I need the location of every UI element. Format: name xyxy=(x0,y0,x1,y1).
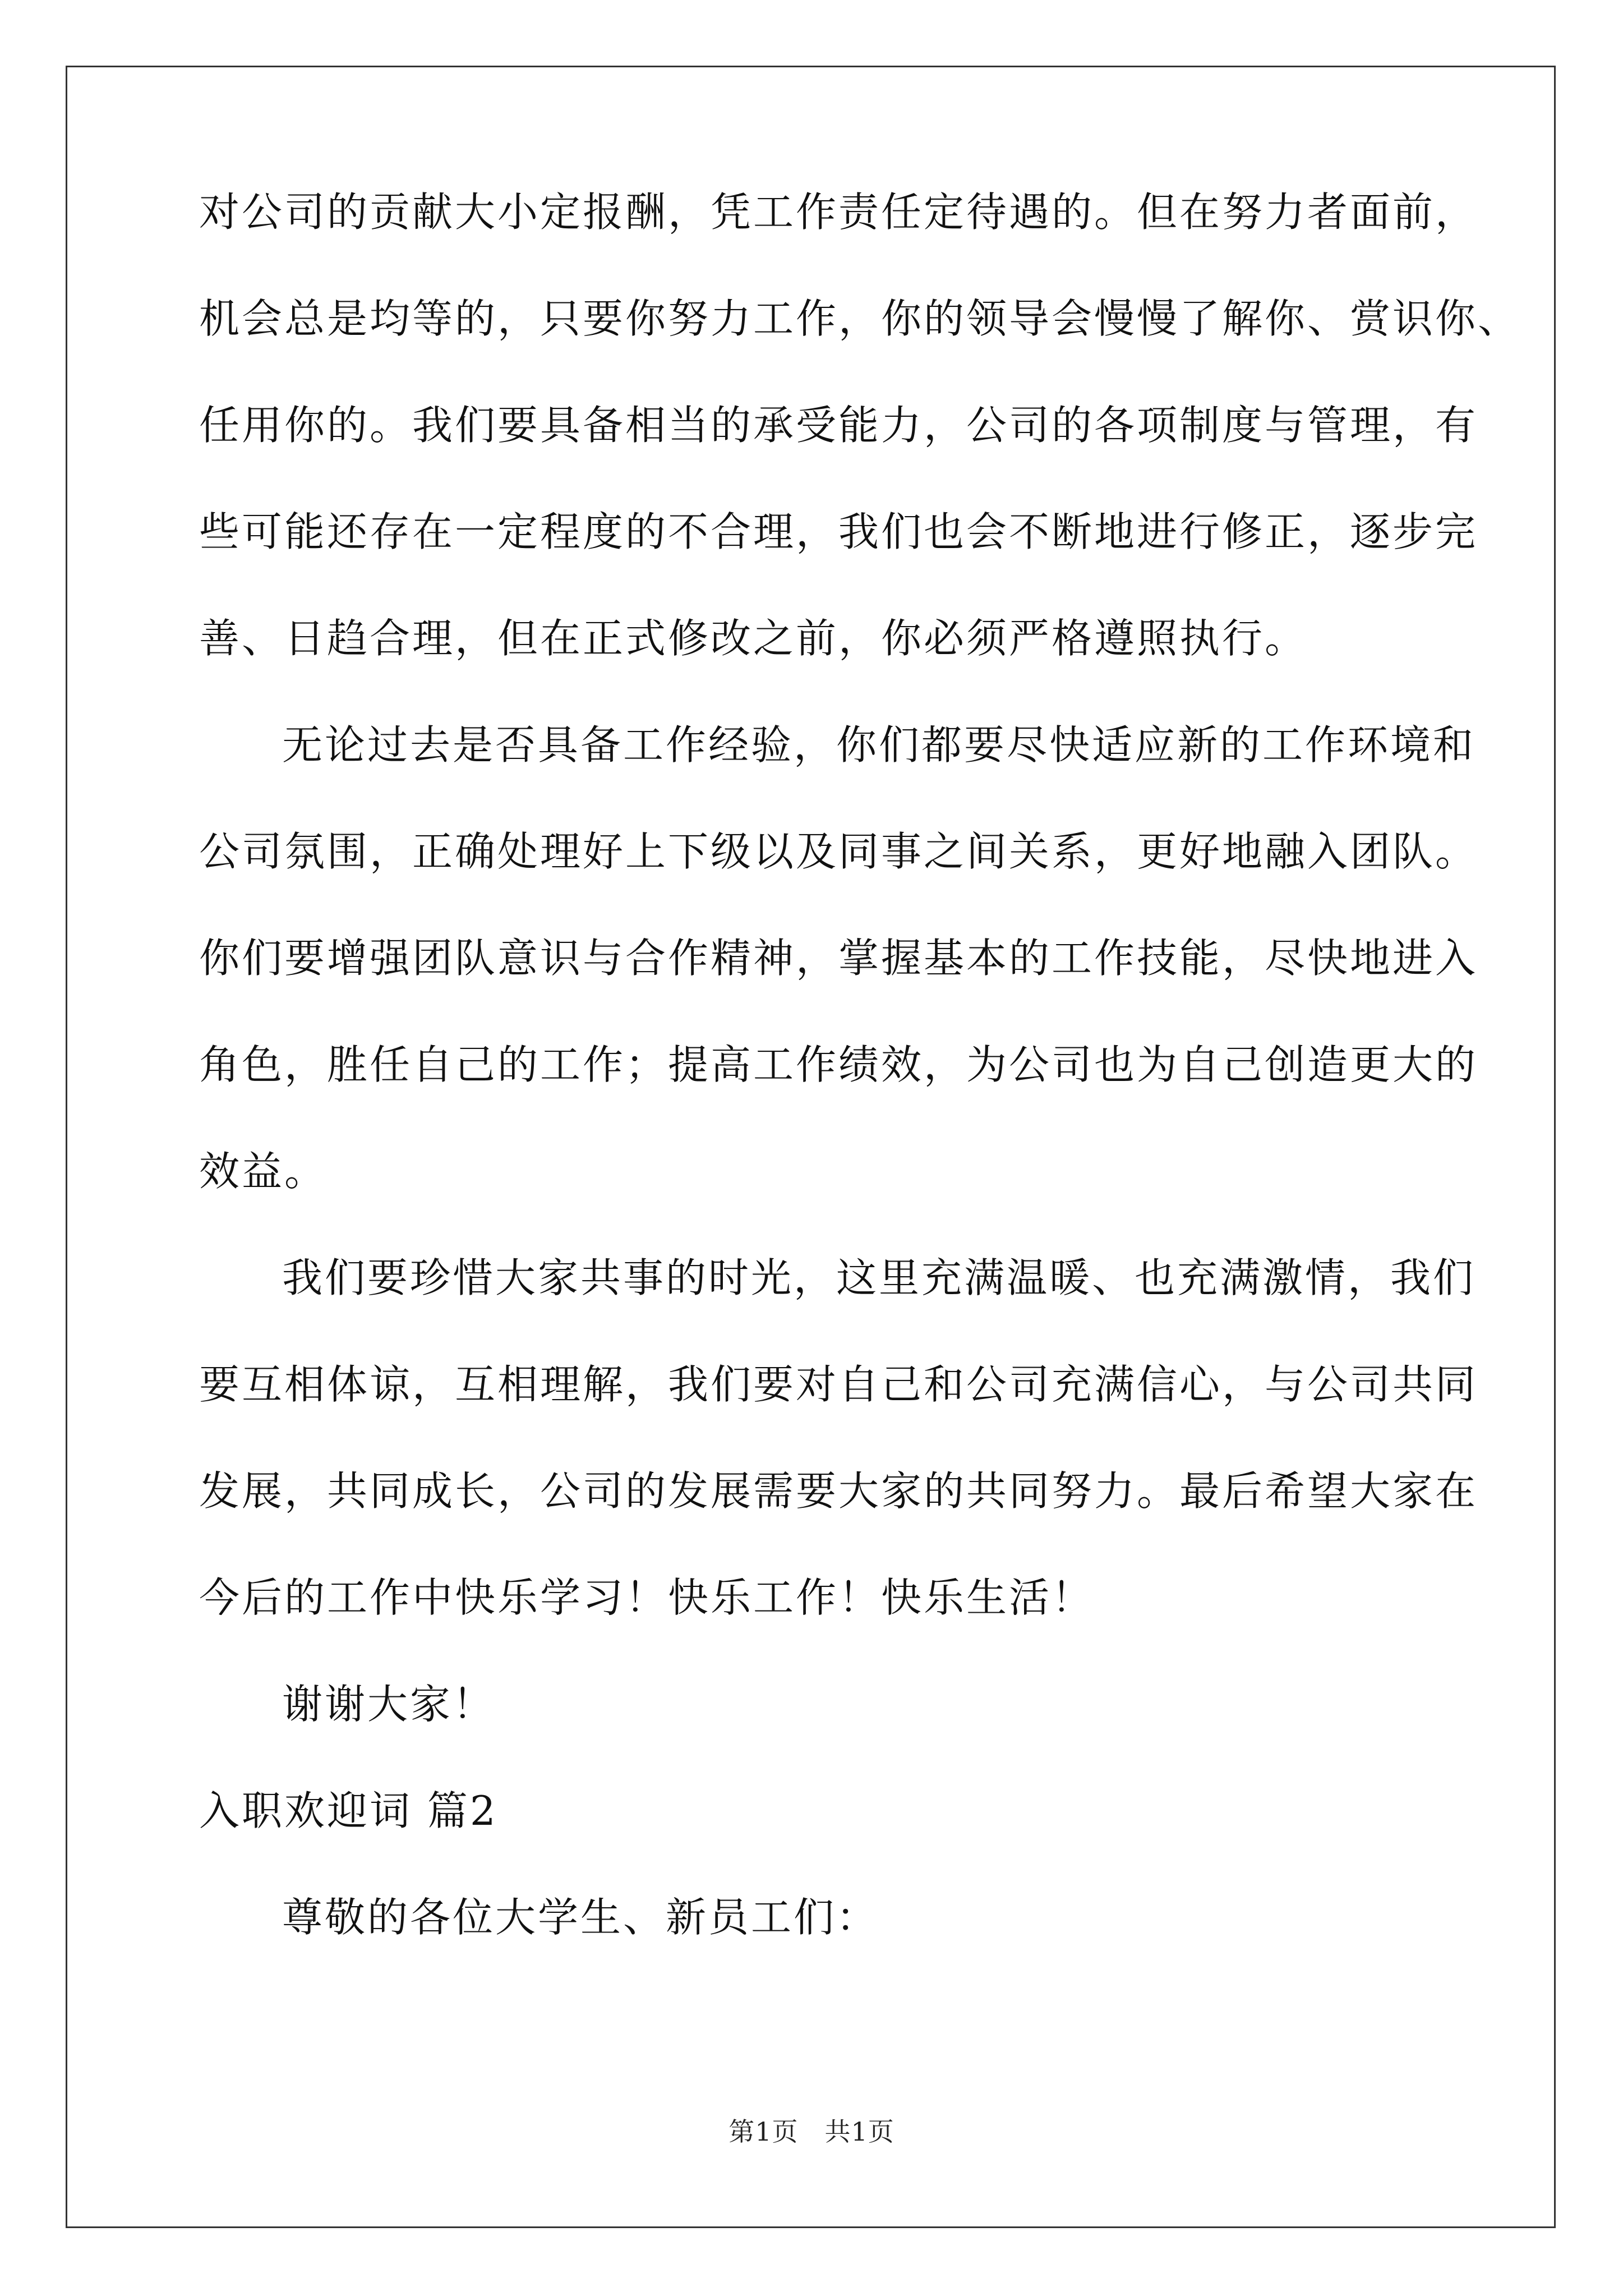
text-line: 要互相体谅，互相理解，我们要对自己和公司充满信心，与公司共同 xyxy=(199,1361,1478,1408)
section-heading: 入职欢迎词 篇2 xyxy=(199,1787,498,1834)
salutation-line: 尊敬的各位大学生、新员工们： xyxy=(282,1894,879,1941)
text-line: 对公司的贡献大小定报酬，凭工作责任定待遇的。但在努力者面前， xyxy=(199,188,1478,236)
text-line: 善、日趋合理，但在正式修改之前，你必须严格遵照执行。 xyxy=(199,615,1308,662)
text-line: 任用你的。我们要具备相当的承受能力，公司的各项制度与管理，有 xyxy=(199,402,1478,449)
text-line: 公司氛围，正确处理好上下级以及同事之间关系，更好地融入团队。 xyxy=(199,828,1478,875)
text-line: 角色，胜任自己的工作；提高工作绩效，为公司也为自己创造更大的 xyxy=(199,1041,1478,1088)
paragraph-start-line: 无论过去是否具备工作经验，你们都要尽快适应新的工作环境和 xyxy=(282,721,1476,769)
page-footer: 第1页 共1页 xyxy=(728,2116,895,2147)
closing-line: 谢谢大家！ xyxy=(282,1681,496,1728)
text-line: 你们要增强团队意识与合作精神，掌握基本的工作技能，尽快地进入 xyxy=(199,935,1478,982)
text-line: 机会总是均等的，只要你努力工作，你的领导会慢慢了解你、赏识你、 xyxy=(199,295,1521,342)
text-line: 今后的工作中快乐学习！快乐工作！快乐生活！ xyxy=(199,1574,1095,1621)
paragraph-start-line: 我们要珍惜大家共事的时光，这里充满温暖、也充满激情，我们 xyxy=(282,1254,1476,1301)
text-line: 发展，共同成长，公司的发展需要大家的共同努力。最后希望大家在 xyxy=(199,1467,1478,1515)
text-line: 效益。 xyxy=(199,1148,328,1195)
text-line: 些可能还存在一定程度的不合理，我们也会不断地进行修正，逐步完 xyxy=(199,508,1478,555)
